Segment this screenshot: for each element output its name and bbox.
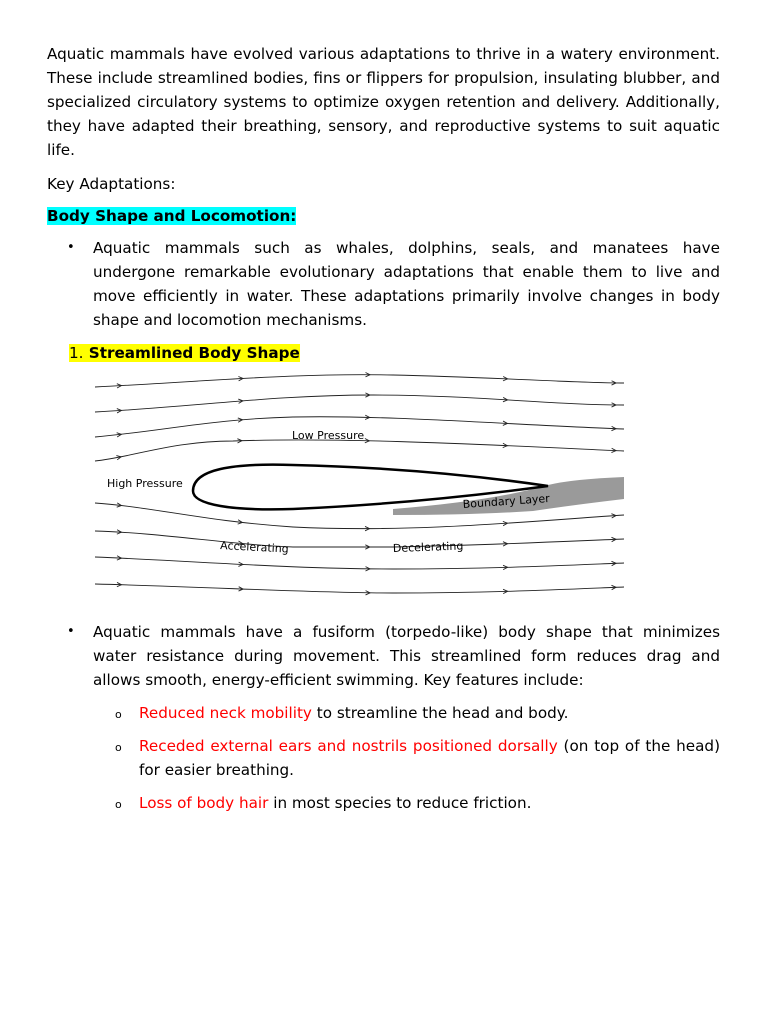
feature-text <box>139 701 720 725</box>
sub-heading-title: Streamlined Body Shape <box>83 344 300 362</box>
feature-text <box>139 734 720 782</box>
list-marker: o <box>115 708 122 721</box>
feature-rest: to streamline the head and body. <box>311 704 569 722</box>
label-boundary-layer: Boundary Layer <box>462 491 551 511</box>
bullet-item <box>47 620 720 692</box>
streamline <box>95 531 624 547</box>
streamline <box>95 375 624 387</box>
bullet-marker: • <box>67 624 75 639</box>
feature-rest: (on top of the head) for easier breathing. <box>139 737 720 779</box>
streamline <box>95 395 624 412</box>
streamline <box>95 440 624 461</box>
flow-diagram-svg <box>93 371 627 607</box>
intro-paragraph: Aquatic mammals have evolved various adaptations to thrive in a watery environment. These include streamlined bodies, fins or flippers for propulsion, insulating blubber, and specialized circulatory systems to optimize oxygen retention and delivery. Additionally, they have adapted their breathing, sensory, and reproductive systems to suit aquatic life. <box>47 45 720 159</box>
bullet-text: Aquatic mammals have a fusiform (torpedo-like) body shape that minimizes water resistance during movement. This streamlined form reduces drag and allows smooth, energy-efficient swimming. Key features include: <box>93 623 720 689</box>
list-item <box>47 701 720 725</box>
sub-heading-number: 1. <box>69 344 84 362</box>
streamline <box>95 557 624 569</box>
list-item <box>47 791 720 815</box>
key-adaptations-label: Key Adaptations: <box>47 175 176 193</box>
label-accelerating: Accelerating <box>219 539 290 556</box>
streamline-diagram <box>93 371 627 607</box>
section-heading: Body Shape and Locomotion: <box>47 207 297 225</box>
feature-list <box>47 701 720 815</box>
feature-text <box>139 791 720 815</box>
label-high-pressure: High Pressure <box>107 477 183 490</box>
sub-heading-row <box>69 341 720 365</box>
label-decelerating: Decelerating <box>392 539 464 555</box>
bullet-text: Aquatic mammals such as whales, dolphins, seals, and manatees have undergone remarkable evolutionary adaptations that enable them to live and move efficiently in water. These adaptations primarily involve changes in body shape and locomotion mechanisms. <box>93 239 720 329</box>
label-low-pressure: Low Pressure <box>292 429 365 442</box>
list-marker: o <box>115 741 122 754</box>
sub-heading <box>69 344 300 362</box>
streamline <box>95 584 624 593</box>
section-heading-row <box>47 204 720 228</box>
list-item <box>47 734 720 782</box>
feature-rest: in most species to reduce friction. <box>268 794 532 812</box>
document-page <box>47 42 720 824</box>
bullet-marker: • <box>67 240 75 255</box>
feature-highlight: Loss of body hair <box>139 794 269 812</box>
feature-highlight: Receded external ears and nostrils positioned dorsally <box>139 737 558 755</box>
bullet-item <box>47 236 720 332</box>
feature-highlight: Reduced neck mobility <box>139 704 312 722</box>
list-marker: o <box>115 798 122 811</box>
